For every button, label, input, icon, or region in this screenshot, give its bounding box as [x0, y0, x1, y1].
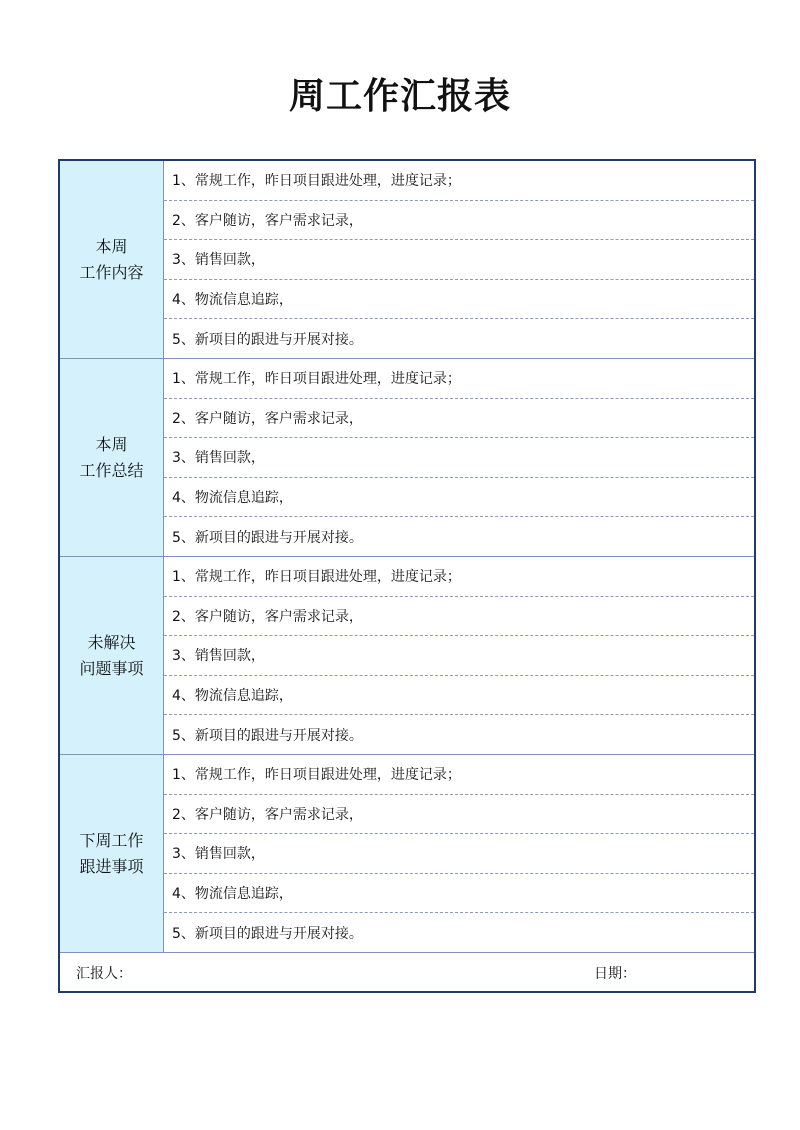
section-label-line2: 工作内容 [79, 262, 144, 282]
reporter-field[interactable]: 汇报人： [76, 966, 132, 982]
section-items [164, 557, 754, 754]
section-label-line1: 下周工作 [79, 830, 144, 850]
list-item[interactable]: 5、新项目的跟进与开展对接。 [172, 925, 363, 942]
section-label [60, 359, 164, 556]
list-item[interactable]: 2、客户随访，客户需求记录， [164, 201, 754, 241]
section-unresolved-issues [60, 557, 754, 755]
section-items [164, 161, 754, 358]
date-field[interactable]: 日期： [594, 966, 636, 982]
section-label-line1: 本周 [95, 236, 128, 256]
list-item[interactable]: 5、新项目的跟进与开展对接。 [172, 529, 363, 546]
section-label [60, 755, 164, 952]
list-item[interactable]: 3、销售回款， [164, 636, 754, 676]
list-item[interactable]: 1、常规工作，昨日项目跟进处理，进度记录； [164, 755, 754, 795]
section-label [60, 161, 164, 358]
list-item[interactable]: 3、销售回款， [164, 438, 754, 478]
section-label-line2: 工作总结 [79, 460, 144, 480]
section-items [164, 359, 754, 556]
list-item[interactable]: 4、物流信息追踪， [164, 280, 754, 320]
list-item[interactable]: 2、客户随访，客户需求记录， [164, 399, 754, 439]
list-item[interactable]: 5、新项目的跟进与开展对接。 [172, 727, 363, 744]
report-form [58, 159, 756, 993]
list-item[interactable]: 2、客户随访，客户需求记录， [164, 795, 754, 835]
list-item[interactable]: 2、客户随访，客户需求记录， [164, 597, 754, 637]
list-item[interactable]: 5、新项目的跟进与开展对接。 [172, 331, 363, 348]
section-label-line2: 跟进事项 [79, 856, 144, 876]
list-item[interactable]: 4、物流信息追踪， [164, 676, 754, 716]
form-footer [60, 953, 754, 990]
page-title: 周工作汇报表 [288, 76, 511, 117]
list-item[interactable]: 3、销售回款， [164, 834, 754, 874]
section-next-week-followup [60, 755, 754, 953]
section-this-week-summary [60, 359, 754, 557]
list-item[interactable]: 3、销售回款， [164, 240, 754, 280]
section-label-line1: 本周 [95, 434, 128, 454]
section-this-week-content [60, 161, 754, 359]
section-label [60, 557, 164, 754]
list-item[interactable]: 4、物流信息追踪， [164, 478, 754, 518]
section-items [164, 755, 754, 952]
list-item[interactable]: 1、常规工作，昨日项目跟进处理，进度记录； [164, 161, 754, 201]
list-item[interactable]: 1、常规工作，昨日项目跟进处理，进度记录； [164, 557, 754, 597]
list-item[interactable]: 1、常规工作，昨日项目跟进处理，进度记录； [164, 359, 754, 399]
list-item[interactable]: 4、物流信息追踪， [164, 874, 754, 914]
section-label-line1: 未解决 [87, 632, 136, 652]
section-label-line2: 问题事项 [79, 658, 144, 678]
